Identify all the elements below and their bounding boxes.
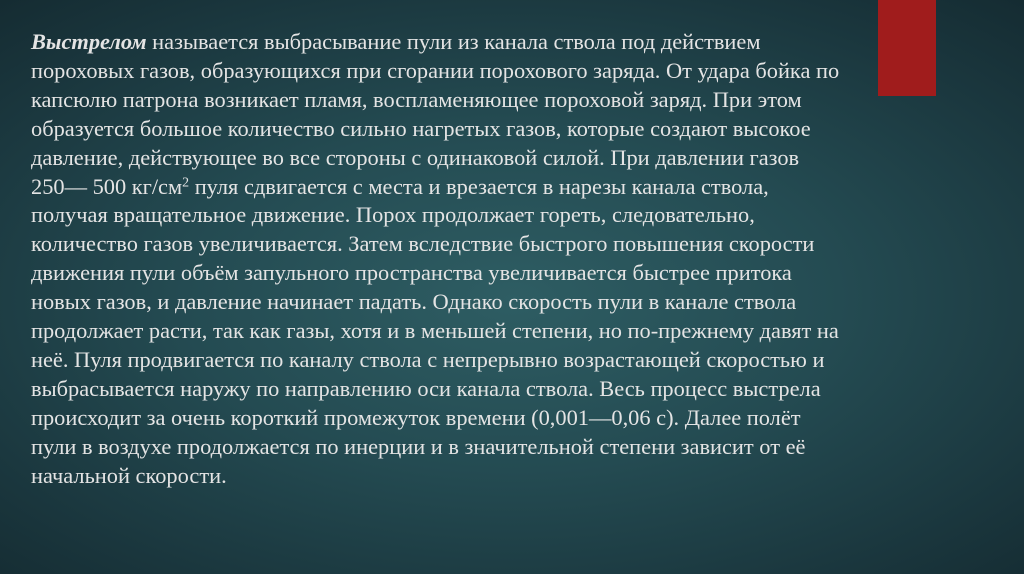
body-paragraph [31, 28, 1021, 491]
text-line [31, 28, 1021, 57]
text-line: получая вращательное движение. Порох продолжает гореть, следовательно, [31, 202, 755, 228]
text-line: движения пули объём запульного пространства увеличивается быстрее притока [31, 260, 792, 286]
text-line [31, 173, 1021, 202]
text-segment: называется выбрасывание пули из канала ствола под действием [146, 29, 761, 54]
text-line: неё. Пуля продвигается по каналу ствола с непрерывно возрастающей скоростью и [31, 346, 825, 372]
superscript: 2 [182, 174, 190, 190]
defined-term: Выстрелом [31, 29, 147, 54]
text-line: образуется большое количество сильно нагретых газов, которые создают высокое [31, 115, 811, 141]
text-line: продолжает расти, так как газы, хотя и в меньшей степени, но по-прежнему давят на [31, 318, 839, 344]
text-line: пули в воздухе продолжается по инерции и в значительной степени зависит от её [31, 433, 806, 459]
text-line: выбрасывается наружу по направлению оси канала ствола. Весь процесс выстрела [31, 375, 821, 401]
text-line: начальной скорости. [31, 462, 227, 488]
text-line: количество газов увеличивается. Затем вследствие быстрого повышения скорости [31, 231, 815, 257]
text-line: давление, действующее во все стороны с одинаковой силой. При давлении газов [31, 144, 800, 170]
text-segment: пуля сдвигается с места и врезается в нарезы канала ствола, [189, 173, 769, 199]
text-line: пороховых газов, образующихся при сгорании порохового заряда. От удара бойка по [31, 57, 840, 83]
text-line: новых газов, и давление начинает падать. Однако скорость пули в канале ствола [31, 289, 797, 315]
text-line: капсюлю патрона возникает пламя, воспламеняющее пороховой заряд. При этом [31, 86, 802, 112]
text-segment: 250— 500 кг/см [31, 173, 183, 199]
text-line: происходит за очень короткий промежуток времени (0,001—0,06 с). Далее полёт [31, 404, 801, 430]
